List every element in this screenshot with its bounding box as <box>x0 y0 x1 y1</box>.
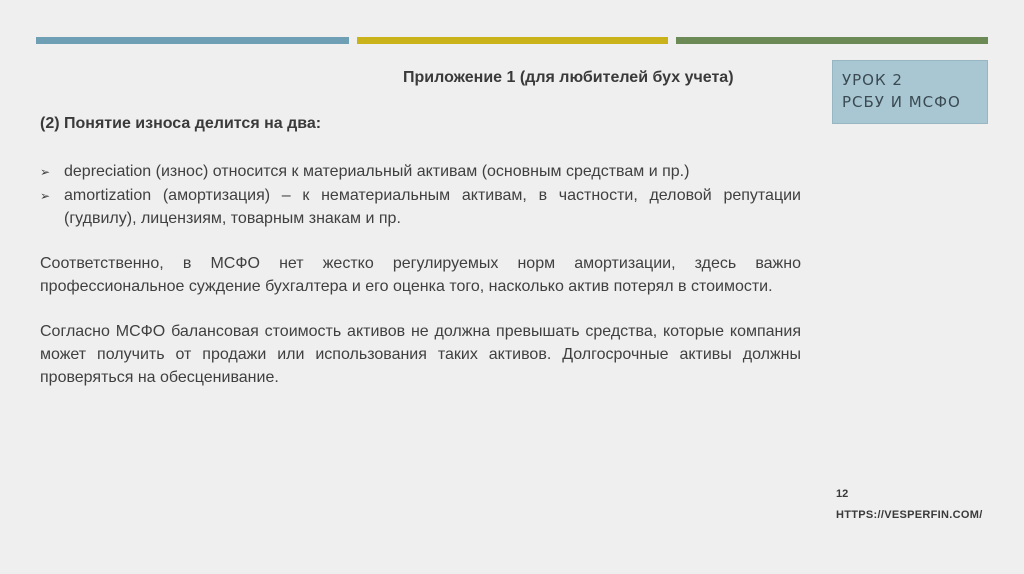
top-stripe-blue <box>36 37 349 44</box>
website-link[interactable]: HTTPS://VESPERFIN.COM/ <box>836 509 983 521</box>
top-stripe-green <box>676 37 988 44</box>
body-paragraph: Соответственно, в МСФО нет жестко регулируемых норм амортизации, здесь важно профессиональное суждение бухгалтера и его оценка того, насколько актив потерял в стоимости. <box>40 255 801 295</box>
top-stripe-yellow <box>357 37 668 44</box>
bullet-text: depreciation (износ) относится к материальный активам (основным средствам и пр.) <box>64 163 690 180</box>
section-heading: (2) Понятие износа делится на два: <box>40 115 322 132</box>
lesson-number: УРОК 2 <box>842 71 903 89</box>
arrow-bullet-icon: ➢ <box>40 189 51 203</box>
lesson-badge <box>832 60 988 124</box>
lesson-topic: РСБУ И МСФО <box>842 93 961 111</box>
arrow-bullet-icon: ➢ <box>40 165 51 179</box>
page-number: 12 <box>836 488 849 500</box>
body-paragraph: Согласно МСФО балансовая стоимость активов не должна превышать средства, которые компания может получить от продажи или использования таких активов. Долгосрочные активы должны проверяться на обесценивание. <box>40 323 801 386</box>
bullet-item <box>40 160 801 184</box>
slide-body <box>40 160 801 389</box>
bullet-text: amortization (амортизация) – к нематериальным активам, в частности, деловой репутации (гудвилу), лицензиям, товарным знакам и пр. <box>64 187 801 227</box>
slide-title: Приложение 1 (для любителей бух учета) <box>403 69 734 86</box>
bullet-item <box>40 184 801 230</box>
